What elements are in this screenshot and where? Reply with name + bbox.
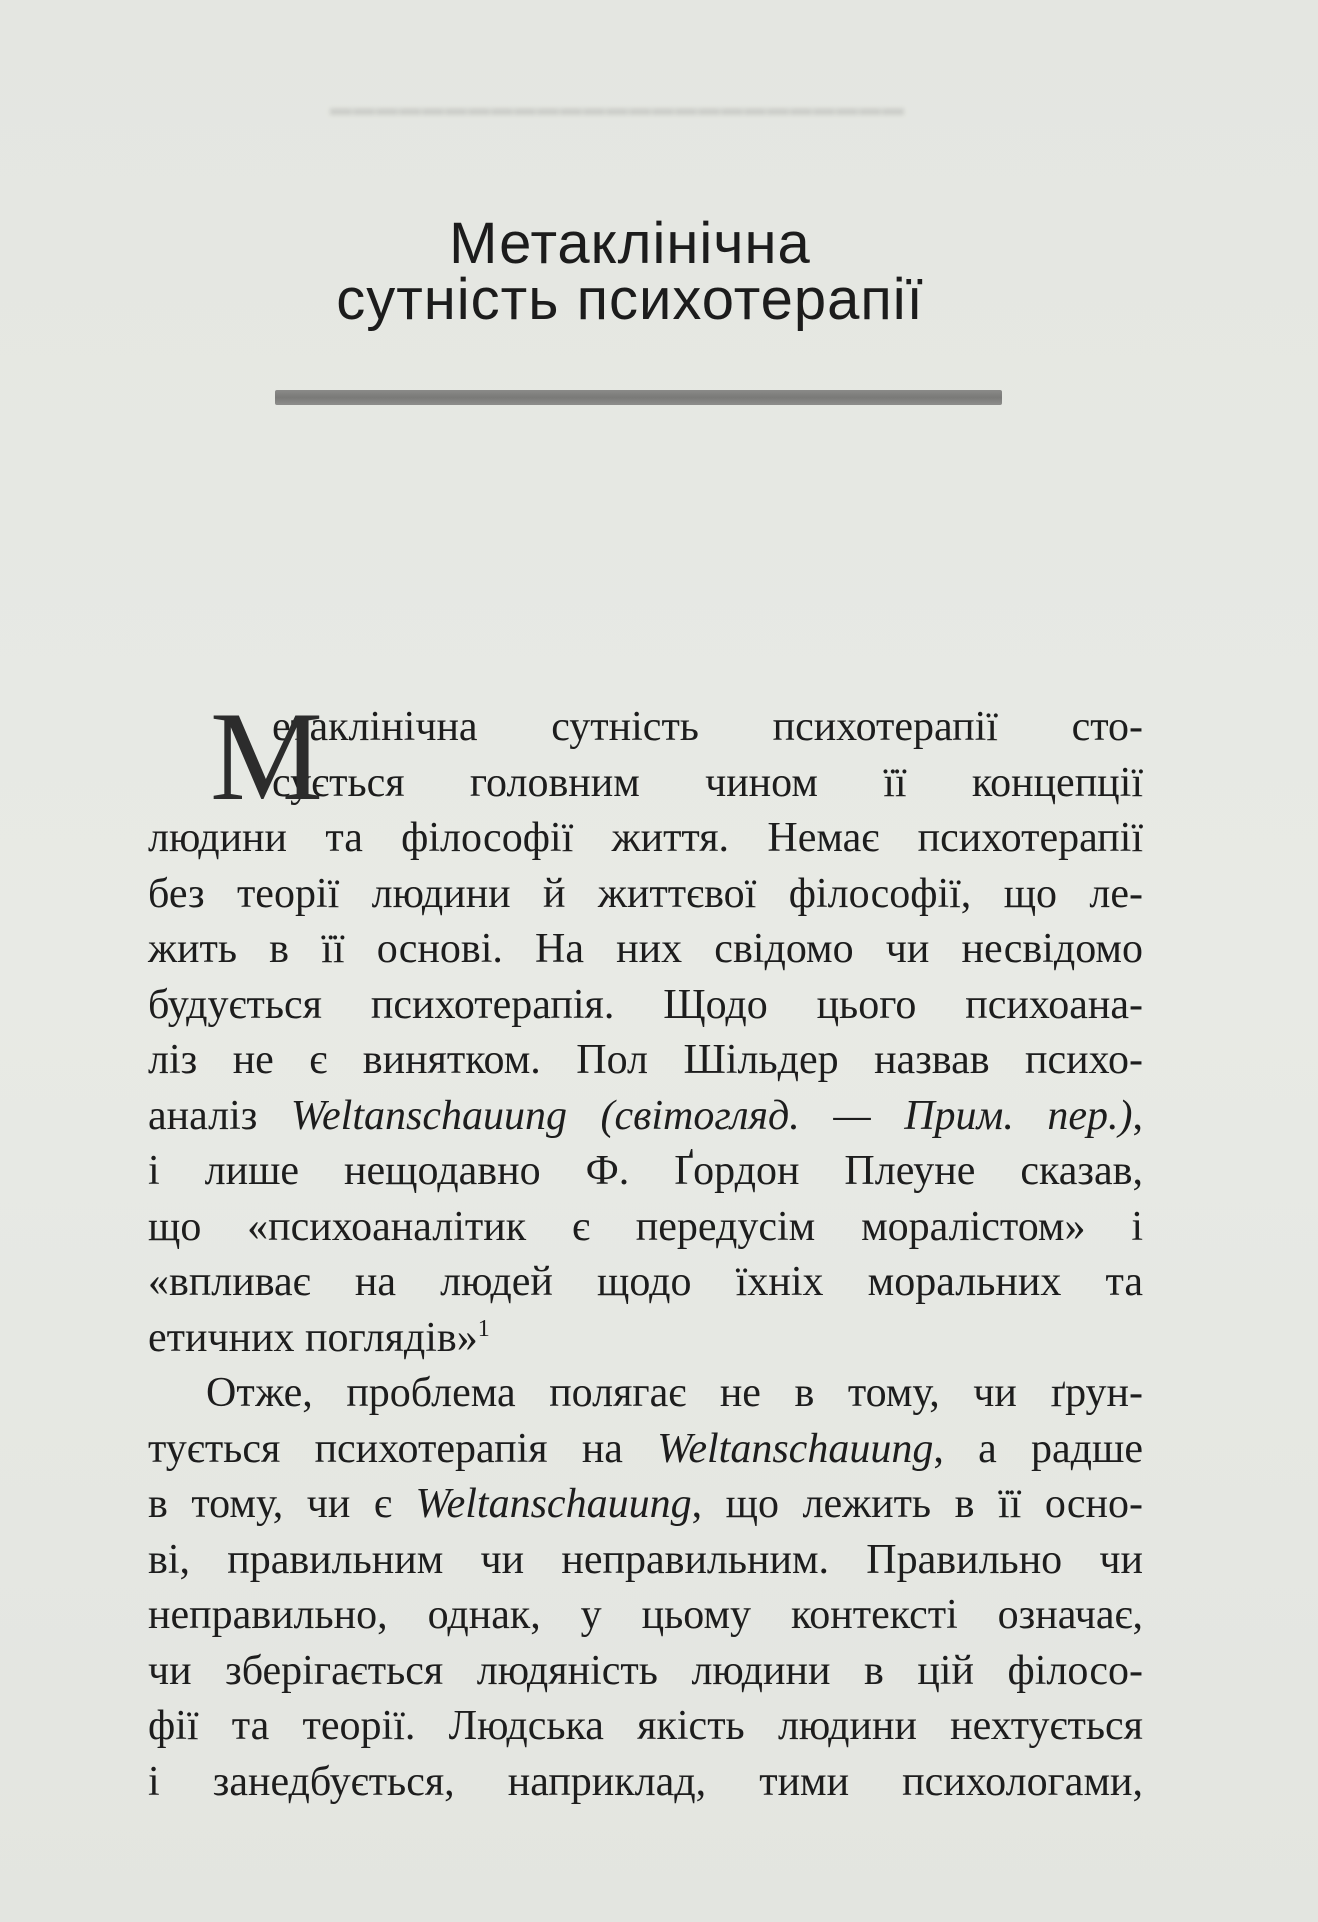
- text-segment: в тому, чи є: [148, 1481, 416, 1527]
- text-line: сується головним чином її концепції: [272, 759, 1143, 806]
- paragraph-2: [148, 1366, 1143, 1810]
- text-line: [148, 1422, 1143, 1478]
- italic-term: Weltanschauung (світогляд. — Прим. пер.): [290, 1092, 1133, 1139]
- text-line: і занедбується, наприклад, тими психологами,: [148, 1758, 1143, 1805]
- text-line: фії та теорії. Людська якість людини нехтується: [148, 1703, 1143, 1749]
- text-segment: аналіз: [148, 1092, 291, 1139]
- italic-term: Weltanschauung: [657, 1425, 934, 1472]
- text-line: етаклінічна сутність психотерапії сто-: [272, 704, 1143, 750]
- text-segment: , що лежить в її осно-: [691, 1481, 1143, 1527]
- chapter-title-line-1: Метаклінічна: [449, 211, 811, 276]
- italic-term: Weltanschauung: [415, 1481, 692, 1527]
- text-segment: , а радше: [933, 1425, 1144, 1472]
- text-segment: тується психотерапія на: [148, 1425, 658, 1472]
- text-segment: ,: [1132, 1092, 1143, 1139]
- text-line: ліз не є винятком. Пол Шільдер назвав психо-: [148, 1037, 1143, 1083]
- text-line: жить в її основі. На них свідомо чи несвідомо: [148, 926, 1143, 972]
- text-line: [148, 1089, 1143, 1145]
- paragraph-1: [148, 687, 1143, 1366]
- text-line: «впливає на людей щодо їхніх моральних та: [148, 1259, 1143, 1305]
- drop-cap: М: [210, 687, 323, 827]
- text-line: ві, правильним чи неправильним. Правильно чи: [148, 1536, 1143, 1583]
- chapter-title: [100, 205, 1160, 332]
- text-line: Отже, проблема полягає не в тому, чи ґрун-: [206, 1370, 1143, 1416]
- text-line: будується психотерапія. Щодо цього психоана-: [148, 981, 1143, 1028]
- running-head-bleed: ▬▬▬▬▬▬▬▬▬▬▬▬▬▬▬▬▬▬▬▬▬▬▬▬▬: [330, 95, 905, 120]
- text-line: без теорії людини й життєвої філософії, що ле-: [148, 870, 1143, 917]
- text-line: чи зберігається людяність людини в цій філосо-: [148, 1647, 1143, 1694]
- text-line: неправильно, однак, у цьому контексті означає,: [148, 1592, 1143, 1638]
- chapter-title-line-2: сутність психотерапії: [336, 266, 924, 332]
- title-underline-rule: [275, 390, 1002, 405]
- text-segment: етичних поглядів»: [148, 1314, 478, 1361]
- footnote-marker: 1: [477, 1315, 490, 1342]
- text-line: [148, 1477, 1143, 1533]
- text-line: що «психоаналітик є передусім моралістом» і: [148, 1203, 1143, 1250]
- text-line: і лише нещодавно Ф. Ґордон Плеуне сказав,: [148, 1148, 1143, 1194]
- text-line: людини та філософії життя. Немає психотерапії: [148, 815, 1143, 861]
- body-text: [148, 687, 1144, 1810]
- text-line: [148, 1311, 1143, 1367]
